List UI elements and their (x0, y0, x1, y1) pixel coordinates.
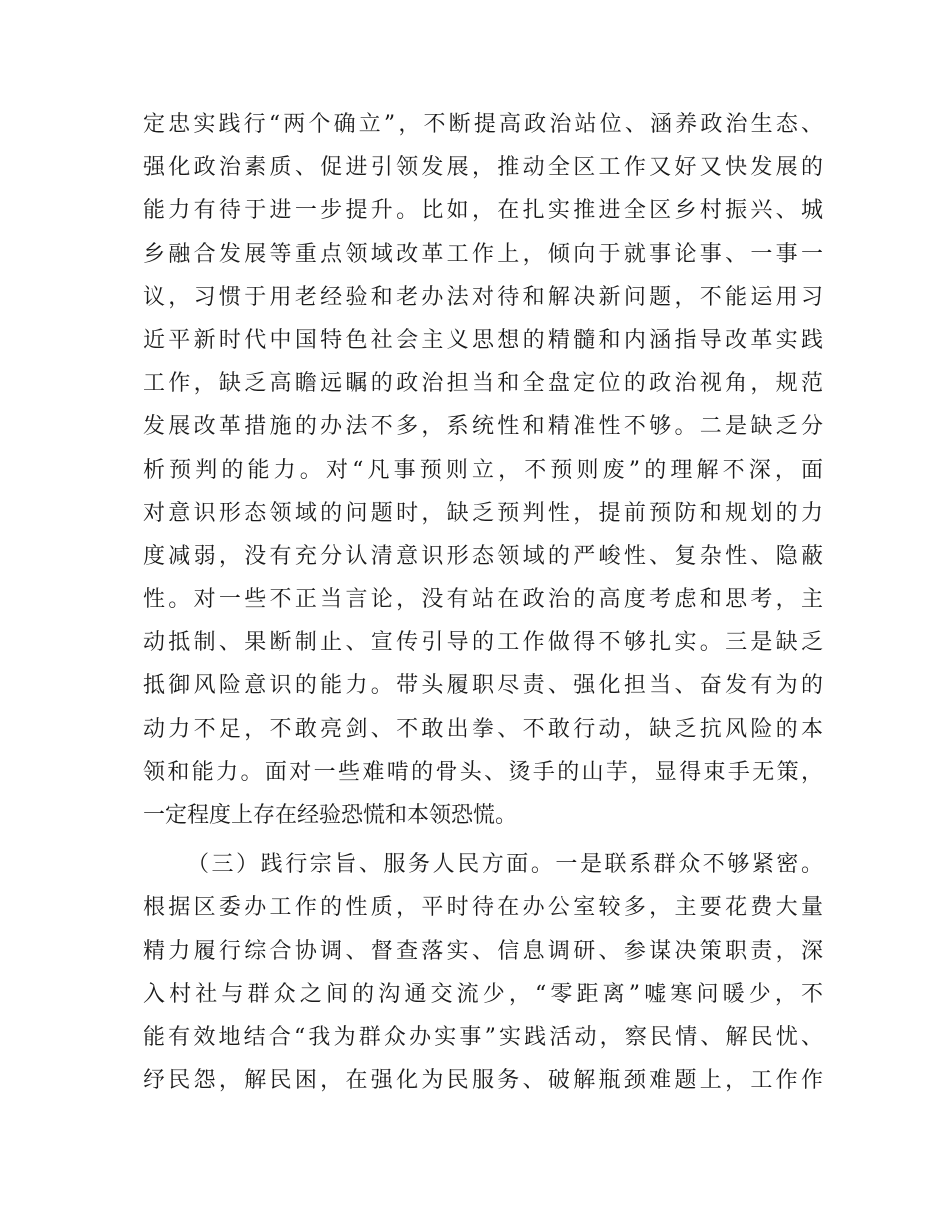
text-line: 能有效地结合“我为群众办实事”实践活动，察民情、解民忧、 (143, 1024, 823, 1050)
document-body (143, 103, 823, 1102)
text-line: 能力有待于进一步提升。比如，在扎实推进全区乡村振兴、城 (143, 198, 823, 224)
text-line: 动抵制、果断制止、宣传引导的工作做得不够扎实。三是缺乏 (143, 630, 823, 656)
text-line: 根据区委办工作的性质，平时待在办公室较多，主要花费大量 (143, 895, 823, 921)
text-line: 入村社与群众之间的沟通交流少，“零距离”嘘寒问暖少，不 (143, 981, 823, 1007)
text-line: 发展改革措施的办法不多，系统性和精准性不够。二是缺乏分 (143, 414, 823, 440)
paragraph-serving-people (143, 843, 823, 1102)
text-line: 纾民怨，解民困，在强化为民服务、破解瓶颈难题上，工作作 (143, 1068, 823, 1094)
text-line: 抵御风险意识的能力。带头履职尽责、强化担当、奋发有为的 (143, 673, 823, 699)
text-line: 定忠实践行“两个确立”，不断提高政治站位、涵养政治生态、 (143, 112, 823, 137)
text-line: 一定程度上存在经验恐慌和本领恐慌。 (143, 803, 518, 828)
text-line: 动力不足，不敢亮剑、不敢出拳、不敢行动，缺乏抗风险的本 (143, 716, 823, 742)
text-line: 性。对一些不正当言论，没有站在政治的高度考虑和思考，主 (143, 587, 823, 613)
text-line: 领和能力。面对一些难啃的骨头、烫手的山芋，显得束手无策， (143, 759, 823, 785)
paragraph-political-ability (143, 103, 823, 837)
text-line: 乡融合发展等重点领域改革工作上，倾向于就事论事、一事一 (143, 241, 823, 267)
text-line: 近平新时代中国特色社会主义思想的精髓和内涵指导改革实践 (143, 327, 823, 353)
text-line: 对意识形态领域的问题时，缺乏预判性，提前预防和规划的力 (143, 500, 823, 526)
text-line: （三）践行宗旨、服务人民方面。一是联系群众不够紧密。 (187, 852, 823, 878)
text-line: 议，习惯于用老经验和老办法对待和解决新问题，不能运用习 (143, 284, 823, 310)
text-line: 度减弱，没有充分认清意识形态领域的严峻性、复杂性、隐蔽 (143, 543, 823, 569)
text-line: 精力履行综合协调、督查落实、信息调研、参谋决策职责，深 (143, 938, 823, 964)
text-line: 析预判的能力。对“凡事预则立，不预则废”的理解不深，面 (143, 457, 823, 483)
text-line: 强化政治素质、促进引领发展，推动全区工作又好又快发展的 (143, 155, 823, 181)
text-line: 工作，缺乏高瞻远瞩的政治担当和全盘定位的政治视角，规范 (143, 371, 823, 397)
